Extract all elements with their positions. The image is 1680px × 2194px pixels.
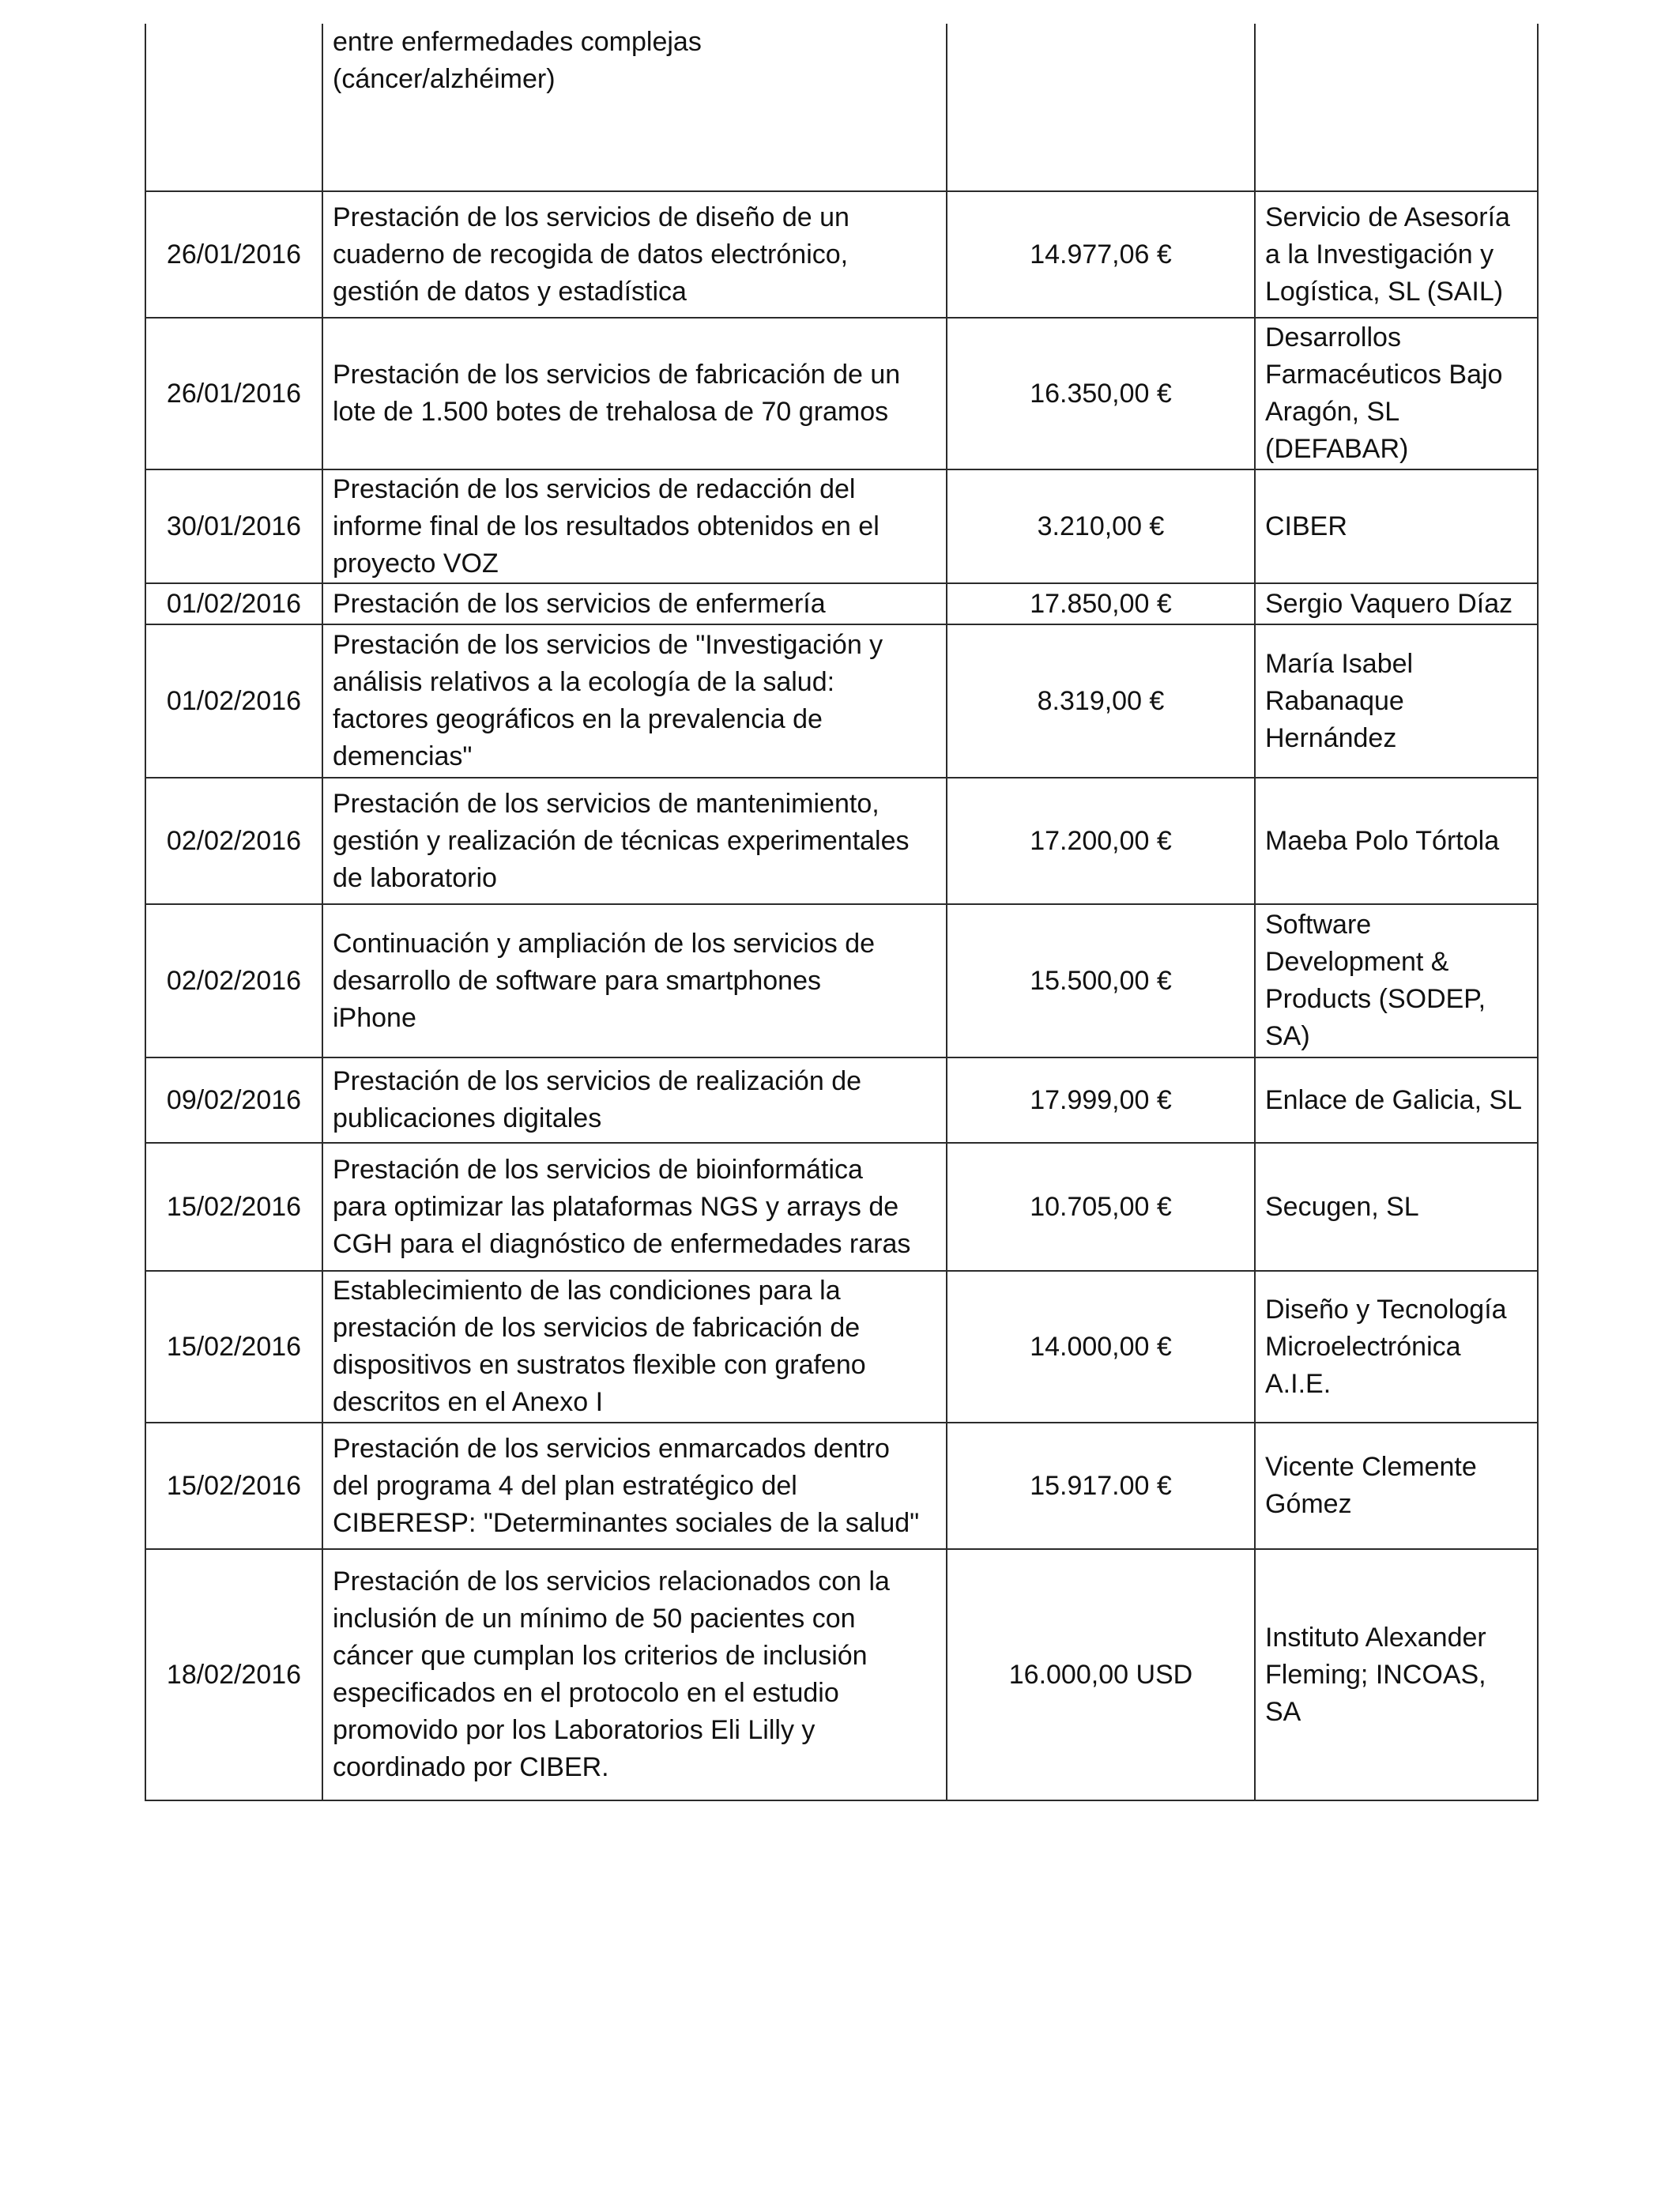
description-cell: Prestación de los servicios de bioinformática para optimizar las plataformas NGS y arrays de CGH para el diagnóstico de enfermedades raras	[322, 1143, 947, 1271]
description-cell: Prestación de los servicios enmarcados dentro del programa 4 del plan estratégico del CIBERESP: "Determinantes sociales de la salud"	[322, 1423, 947, 1549]
amount-cell: 16.350,00 €	[947, 318, 1255, 469]
date-cell: 09/02/2016	[145, 1057, 322, 1143]
date-cell: 02/02/2016	[145, 778, 322, 904]
provider-cell: CIBER	[1255, 469, 1538, 583]
description-cell: Prestación de los servicios de mantenimiento, gestión y realización de técnicas experimentales de laboratorio	[322, 778, 947, 904]
amount-cell: 14.000,00 €	[947, 1271, 1255, 1423]
table-row	[145, 1271, 1538, 1423]
table-row	[145, 583, 1538, 624]
contracts-table	[145, 24, 1539, 1801]
table-row	[145, 191, 1538, 318]
date-cell: 30/01/2016	[145, 469, 322, 583]
table-row	[145, 24, 1538, 191]
provider-cell: Sergio Vaquero Díaz	[1255, 583, 1538, 624]
date-cell: 01/02/2016	[145, 624, 322, 778]
amount-cell	[947, 24, 1255, 191]
provider-cell: Enlace de Galicia, SL	[1255, 1057, 1538, 1143]
provider-cell	[1255, 24, 1538, 191]
date-cell: 18/02/2016	[145, 1549, 322, 1800]
amount-cell: 17.200,00 €	[947, 778, 1255, 904]
provider-cell: Software Development & Products (SODEP, SA)	[1255, 904, 1538, 1057]
table-row	[145, 904, 1538, 1057]
amount-cell: 3.210,00 €	[947, 469, 1255, 583]
description-cell: Prestación de los servicios de "Investigación y análisis relativos a la ecología de la salud: factores geográficos en la prevalencia de demencias"	[322, 624, 947, 778]
amount-cell: 15.917.00 €	[947, 1423, 1255, 1549]
description-cell: entre enfermedades complejas (cáncer/alzhéimer)	[322, 24, 947, 191]
provider-cell: Secugen, SL	[1255, 1143, 1538, 1271]
date-cell: 02/02/2016	[145, 904, 322, 1057]
provider-cell: Vicente Clemente Gómez	[1255, 1423, 1538, 1549]
date-cell	[145, 24, 322, 191]
provider-cell: María Isabel Rabanaque Hernández	[1255, 624, 1538, 778]
date-cell: 15/02/2016	[145, 1423, 322, 1549]
table-row	[145, 1057, 1538, 1143]
description-cell: Establecimiento de las condiciones para la prestación de los servicios de fabricación de dispositivos en sustratos flexible con grafeno descritos en el Anexo I	[322, 1271, 947, 1423]
provider-cell: Desarrollos Farmacéuticos Bajo Aragón, SL (DEFABAR)	[1255, 318, 1538, 469]
amount-cell: 15.500,00 €	[947, 904, 1255, 1057]
provider-cell: Diseño y Tecnología Microelectrónica A.I.E.	[1255, 1271, 1538, 1423]
amount-cell: 16.000,00 USD	[947, 1549, 1255, 1800]
amount-cell: 14.977,06 €	[947, 191, 1255, 318]
description-cell: Prestación de los servicios de redacción del informe final de los resultados obtenidos en el proyecto VOZ	[322, 469, 947, 583]
table-row	[145, 469, 1538, 583]
table-row	[145, 1549, 1538, 1800]
description-cell: Prestación de los servicios de fabricación de un lote de 1.500 botes de trehalosa de 70 gramos	[322, 318, 947, 469]
amount-cell: 17.999,00 €	[947, 1057, 1255, 1143]
date-cell: 15/02/2016	[145, 1271, 322, 1423]
date-cell: 26/01/2016	[145, 318, 322, 469]
table-row	[145, 624, 1538, 778]
description-cell: Prestación de los servicios de enfermería	[322, 583, 947, 624]
description-cell: Continuación y ampliación de los servicios de desarrollo de software para smartphones iPhone	[322, 904, 947, 1057]
date-cell: 26/01/2016	[145, 191, 322, 318]
amount-cell: 8.319,00 €	[947, 624, 1255, 778]
table-row	[145, 318, 1538, 469]
table-row	[145, 778, 1538, 904]
amount-cell: 10.705,00 €	[947, 1143, 1255, 1271]
amount-cell: 17.850,00 €	[947, 583, 1255, 624]
provider-cell: Servicio de Asesoría a la Investigación y Logística, SL (SAIL)	[1255, 191, 1538, 318]
provider-cell: Maeba Polo Tórtola	[1255, 778, 1538, 904]
date-cell: 15/02/2016	[145, 1143, 322, 1271]
table-row	[145, 1423, 1538, 1549]
provider-cell: Instituto Alexander Fleming; INCOAS, SA	[1255, 1549, 1538, 1800]
date-cell: 01/02/2016	[145, 583, 322, 624]
description-cell: Prestación de los servicios de realización de publicaciones digitales	[322, 1057, 947, 1143]
description-cell: Prestación de los servicios relacionados con la inclusión de un mínimo de 50 pacientes con cáncer que cumplan los criterios de inclusión especificados en el protocolo en el estudio promovido por los Laboratorios Eli Lilly y coordinado por CIBER.	[322, 1549, 947, 1800]
description-cell: Prestación de los servicios de diseño de un cuaderno de recogida de datos electrónico, gestión de datos y estadística	[322, 191, 947, 318]
table-row	[145, 1143, 1538, 1271]
